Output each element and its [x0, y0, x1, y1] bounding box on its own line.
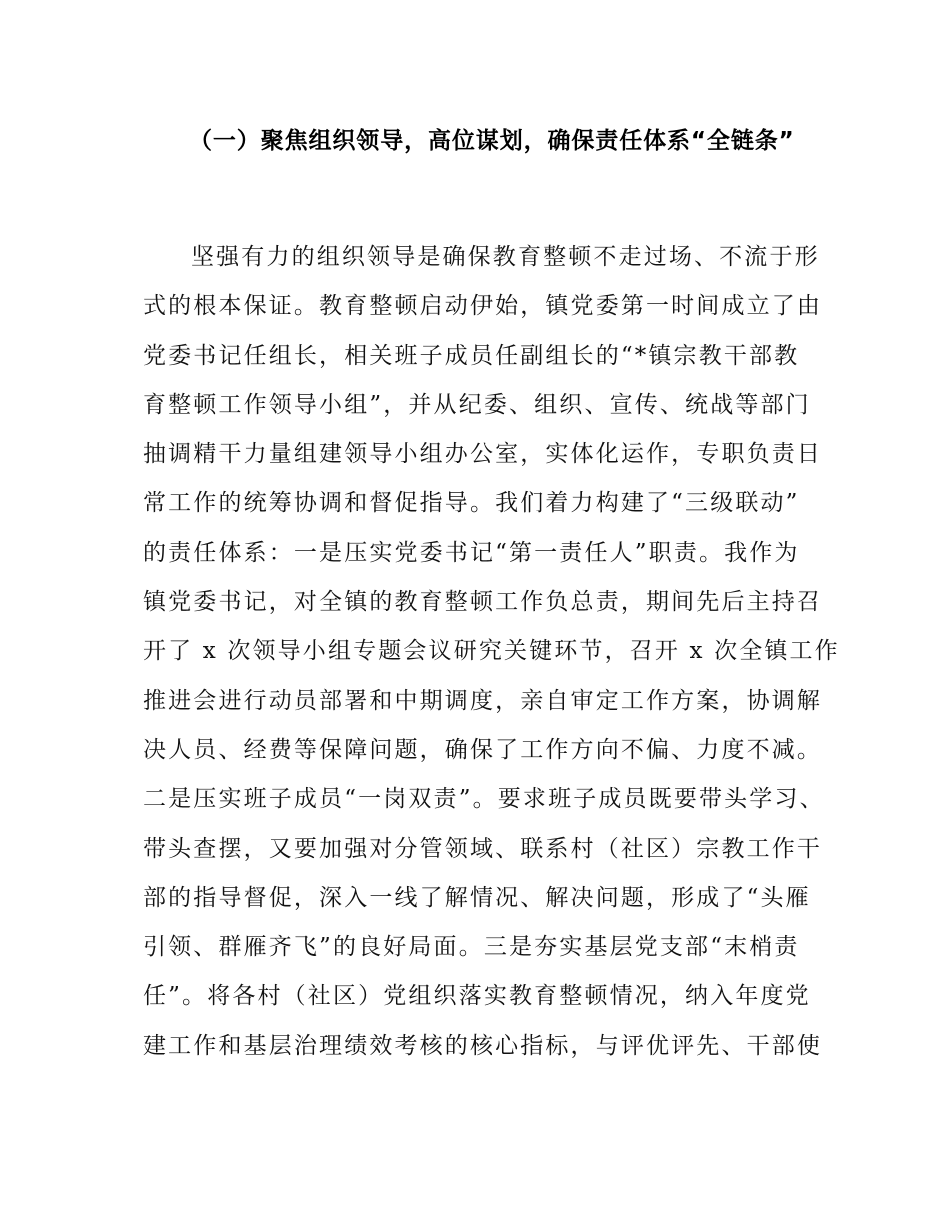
paragraph-line: 建工作和基层治理绩效考核的核心指标，与评优评先、干部使 — [143, 1032, 823, 1059]
paragraph-line: 党委书记任组长，相关班子成员任副组长的“*镇宗教干部教 — [143, 342, 800, 369]
paragraph-line: 抽调精干力量组建领导小组办公室，实体化运作，专职负责日 — [143, 441, 823, 468]
paragraph-line: 部的指导督促，深入一线了解情况、解决问题，形成了“头雁 — [143, 884, 811, 911]
paragraph-line: 坚强有力的组织领导是确保教育整顿不走过场、不流于形 — [191, 244, 820, 270]
body-paragraph — [143, 233, 840, 1071]
paragraph-line: 常工作的统筹协调和督促指导。我们着力构建了“三级联动” — [143, 490, 800, 517]
paragraph-line: 开了 x 次领导小组专题会议研究关键环节，召开 x 次全镇工作 — [143, 638, 840, 665]
paragraph-line: 带头查摆，又要加强对分管领域、联系村（社区）宗教工作干 — [143, 835, 823, 862]
paragraph-line: 式的根本保证。教育整顿启动伊始，镇党委第一时间成立了由 — [143, 293, 823, 320]
paragraph-line: 育整顿工作领导小组”，并从纪委、组织、宣传、统战等部门 — [143, 391, 811, 418]
paragraph-line: 镇党委书记，对全镇的教育整顿工作负总责，期间先后主持召 — [143, 589, 823, 616]
paragraph-line: 决人员、经费等保障问题，确保了工作方向不偏、力度不减。 — [143, 736, 823, 763]
paragraph-line: 二是压实班子成员“一岗双责”。要求班子成员既要带头学习、 — [143, 786, 825, 813]
paragraph-line: 推进会进行动员部署和中期调度，亲自审定工作方案，协调解 — [143, 687, 823, 714]
paragraph-line: 引领、群雁齐飞”的良好局面。三是夯实基层党支部“末梢责 — [143, 934, 800, 961]
paragraph-line: 任”。将各村（社区）党组织落实教育整顿情况，纳入年度党 — [143, 983, 811, 1010]
section-heading: （一）聚焦组织领导，高位谋划，确保责任体系“全链条” — [189, 128, 795, 154]
paragraph-line: 的责任体系：一是压实党委书记“第一责任人”职责。我作为 — [143, 539, 800, 566]
